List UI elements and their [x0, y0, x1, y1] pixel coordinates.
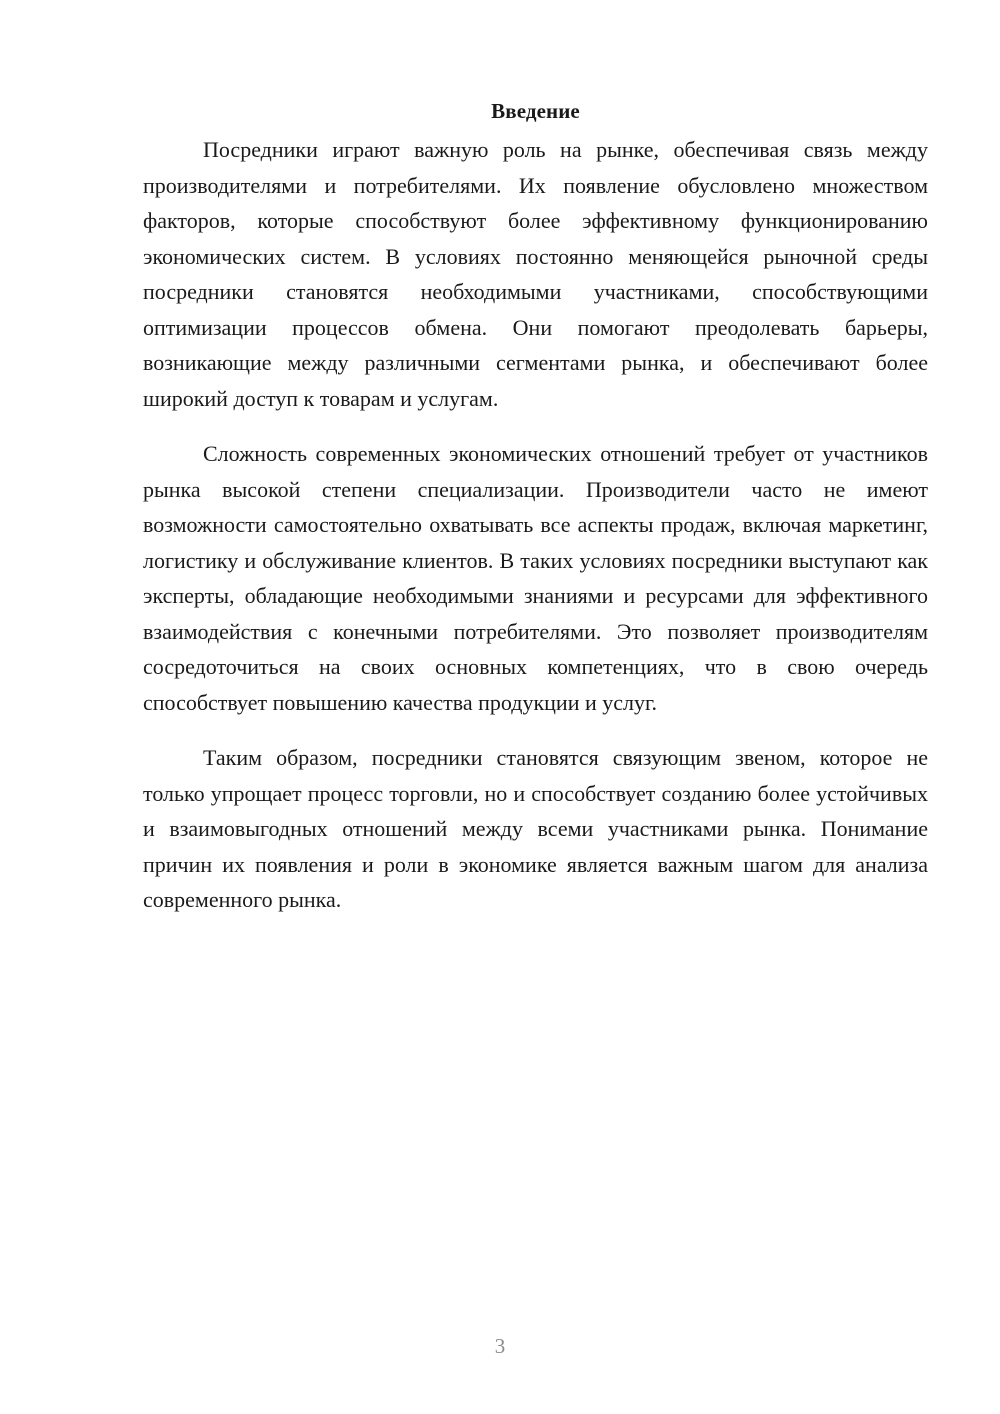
page-number: 3	[494, 1334, 506, 1358]
section-title: Введение	[491, 99, 580, 123]
paragraph-3: Таким образом, посредники становятся связующим звеном, которое не только упрощает процесс торговли, но и способствует созданию более устойчивых и взаимовыгодных отношений между всеми участниками рынка. Понимание причин их появления и роли в экономике является важным шагом для анализа современного рынка.	[143, 745, 928, 912]
paragraph-2: Сложность современных экономических отношений требует от участников рынка высокой степени специализации. Производители часто не имеют возможности самостоятельно охватывать все аспекты продаж, включая маркетинг, логистику и обслуживание клиентов. В таких условиях посредники выступают как эксперты, обладающие необходимыми знаниями и ресурсами для эффективного взаимодействия с конечными потребителями. Это позволяет производителям сосредоточиться на своих основных компетенциях, что в свою очередь способствует повышению качества продукции и услуг.	[143, 441, 928, 715]
paragraph-1: Посредники играют важную роль на рынке, обеспечивая связь между производителями и потребителями. Их появление обусловлено множеством факторов, которые способствуют более эффективному функционированию экономических систем. В условиях постоянно меняющейся рыночной среды посредники становятся необходимыми участниками, способствующими оптимизации процессов обмена. Они помогают преодолевать барьеры, возникающие между различными сегментами рынка, и обеспечивают более широкий доступ к товарам и услугам.	[143, 137, 928, 411]
page-content	[143, 96, 928, 938]
